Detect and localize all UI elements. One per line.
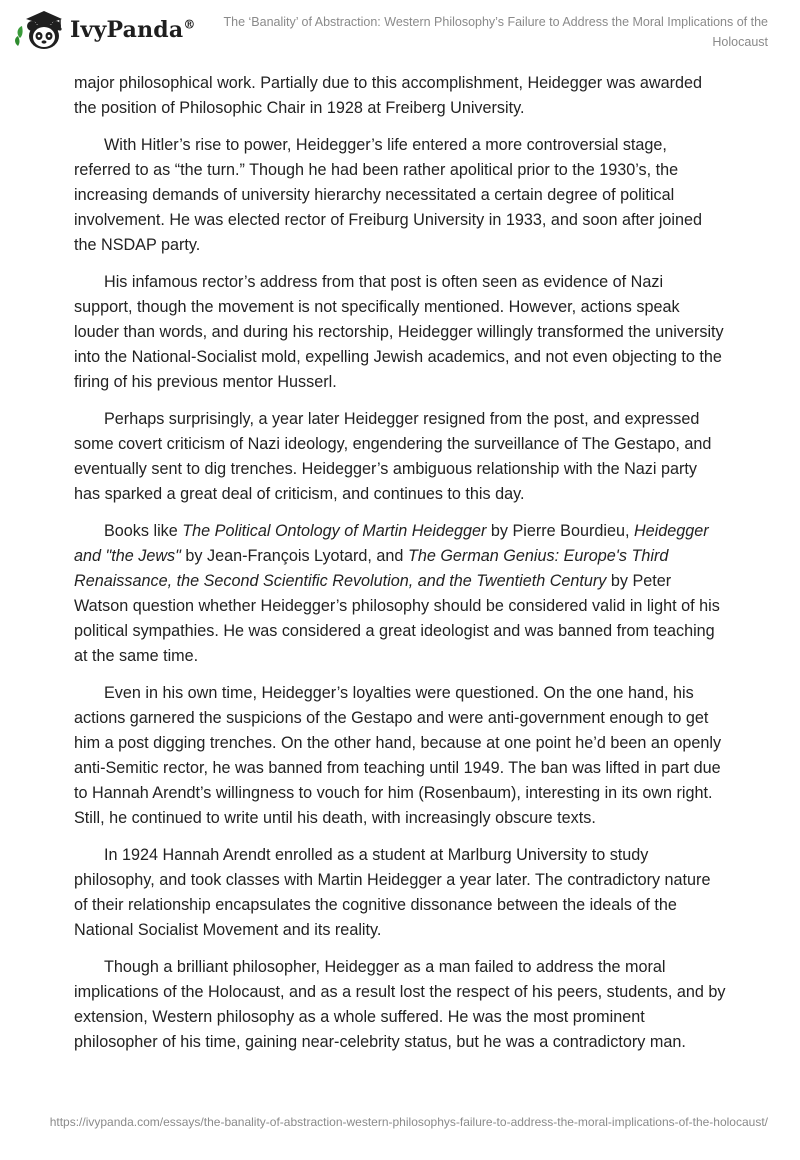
text-run: His infamous rector’s address from that post is often seen as evidence of Nazi support, though the movement is not specifically mentioned. However, actions speak louder than words, and during his rectorship, Heidegger willingly transformed the university into the National-Socialist mold, expelling Jewish academics, and not even objecting to the firing of his previous mentor Husserl.	[74, 273, 724, 391]
book-title: The Political Ontology of Martin Heidegger	[182, 522, 487, 540]
ivypanda-logo[interactable]	[14, 8, 196, 52]
book-title: The German Genius: Europe's Third Renaissance, the Second Scientific Revolution, and the Twentieth Century	[74, 547, 669, 590]
paragraph	[74, 519, 726, 669]
text-run: Books like	[104, 522, 183, 540]
paragraph	[74, 681, 726, 831]
text-run: by Pierre Bourdieu,	[486, 522, 634, 540]
text-run: In 1924 Hannah Arendt enrolled as a student at Marlburg University to study philosophy, and took classes with Martin Heidegger a year later. The contradictory nature of their relationship encapsulates the cognitive dissonance between the ideals of the National Socialist Movement and its reality.	[74, 846, 711, 939]
text-run: Though a brilliant philosopher, Heidegger as a man failed to address the moral implications of the Holocaust, and as a result lost the respect of his peers, students, and by extension, Western philosophy as a whole suffered. He was the most prominent philosopher of his time, gaining near-celebrity status, but he was a contradictory man.	[74, 958, 726, 1051]
page-header	[0, 0, 800, 60]
text-run: Perhaps surprisingly, a year later Heidegger resigned from the post, and expressed some covert criticism of Nazi ideology, engendering the surveillance of The Gestapo, and eventually sent to dig trenches. Heidegger’s ambiguous relationship with the Nazi party has sparked a great deal of criticism, and continues to this day.	[74, 410, 712, 503]
text-run: With Hitler’s rise to power, Heidegger’s life entered a more controversial stage, referred to as “the turn.” Though he had been rather apolitical prior to the 1930’s, the increasing demands of university hierarchy necessitated a certain degree of political involvement. He was elected rector of Freiburg University in 1933, and soon after joined the NSDAP party.	[74, 136, 703, 254]
text-run: by Jean-François Lyotard, and	[180, 547, 408, 565]
paragraph	[74, 843, 726, 943]
text-run: by Peter Watson question whether Heidegger’s philosophy should be considered valid in light of his political sympathies. He was considered a great ideologist and was banned from teaching at the same time.	[74, 572, 720, 665]
document-title: The ‘Banality’ of Abstraction: Western Philosophy’s Failure to Address the Moral Implications of the Holocaust	[223, 15, 768, 49]
paragraph	[74, 407, 726, 507]
source-url[interactable]: https://ivypanda.com/essays/the-banality-of-abstraction-western-philosophys-failure-to-address-the-moral-implications-of-the-holocaust/	[49, 1115, 768, 1129]
paragraph	[74, 71, 726, 121]
essay-body	[74, 71, 726, 1067]
paragraph	[74, 955, 726, 1055]
book-title: Heidegger and "the Jews"	[74, 522, 709, 565]
brand-name: IvyPanda®	[70, 17, 196, 43]
text-run: Even in his own time, Heidegger’s loyalties were questioned. On the one hand, his actions garnered the suspicions of the Gestapo and were anti-government enough to get him a post digging trenches. On the other hand, because at one point he’d been an openly anti-Semitic rector, he was banned from teaching until 1949. The ban was lifted in part due to Hannah Arendt’s willingness to vouch for him (Rosenbaum), interesting in its own right. Still, he continued to write until his death, with increasingly obscure texts.	[74, 684, 722, 827]
paragraph	[74, 133, 726, 258]
panda-graduate-icon	[14, 8, 66, 52]
text-run: major philosophical work. Partially due to this accomplishment, Heidegger was awarded the position of Philosophic Chair in 1928 at Freiberg University.	[74, 74, 703, 117]
paragraph	[74, 270, 726, 395]
